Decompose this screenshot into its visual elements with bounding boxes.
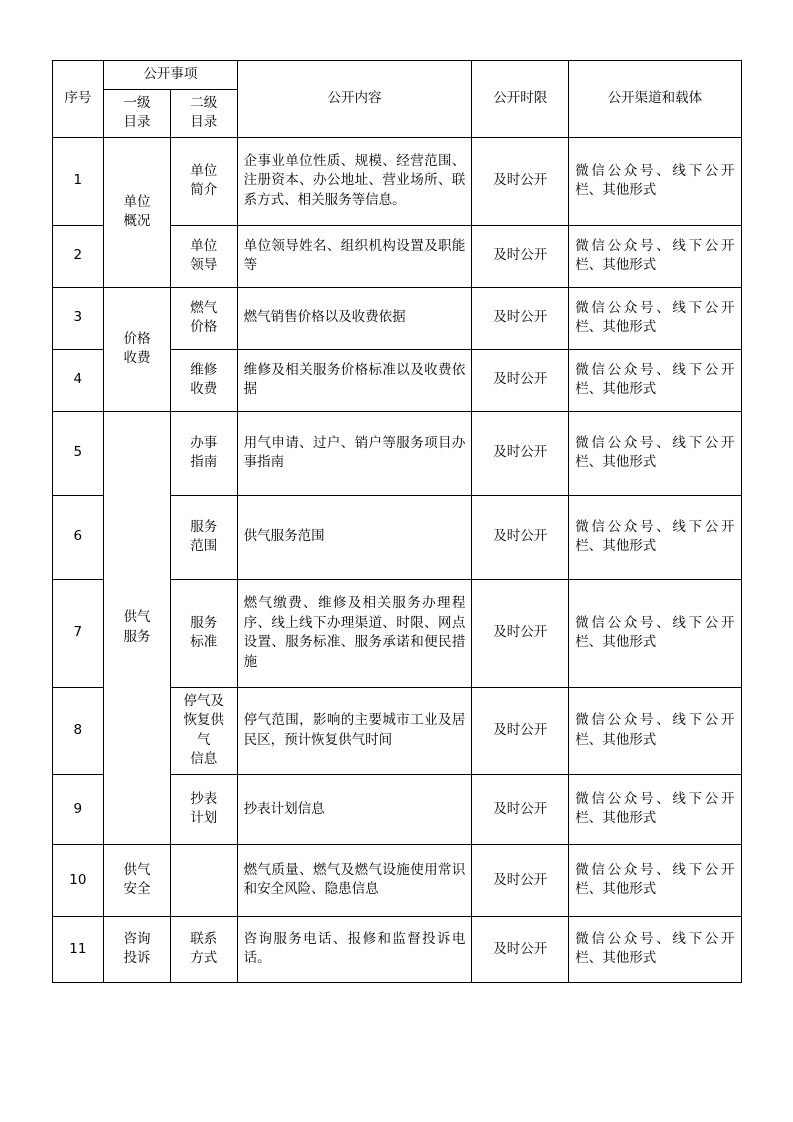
- level1-category: [104, 916, 171, 982]
- row-number: 1: [52, 137, 104, 225]
- header-level1-line1: 一级: [123, 94, 151, 111]
- level1-line: 概况: [123, 213, 151, 230]
- row-number: 5: [52, 411, 104, 495]
- header-level2: [170, 89, 237, 137]
- level2-category: [170, 225, 237, 287]
- level2-line: 恢复供气: [183, 712, 225, 748]
- level2-line: 收费: [190, 381, 218, 398]
- header-group: 公开事项: [104, 61, 237, 90]
- level2-category: [170, 687, 237, 774]
- level1-line: 投诉: [123, 950, 151, 967]
- row-number: 8: [52, 687, 104, 774]
- level1-line: 价格: [123, 330, 151, 347]
- level1-line: 咨询: [123, 930, 151, 947]
- disclosure-time-limit: 及时公开: [472, 137, 569, 225]
- row-number: 7: [52, 579, 104, 687]
- row-number: 3: [52, 287, 104, 349]
- header-level2-line1: 二级: [190, 94, 218, 111]
- disclosure-content: 燃气质量、燃气及燃气设施使用常识和安全风险、隐患信息: [237, 844, 472, 916]
- level1-line: 服务: [123, 628, 151, 645]
- disclosure-content: 燃气缴费、维修及相关服务办理程序、线上线下办理渠道、时限、网点设置、服务标准、服务承诺和便民措施: [237, 579, 472, 687]
- header-channel: 公开渠道和载体: [569, 61, 741, 138]
- disclosure-channel: 微信公众号、线下公开栏、其他形式: [569, 287, 741, 349]
- disclosure-channel: 微信公众号、线下公开栏、其他形式: [569, 774, 741, 844]
- level2-category: [170, 137, 237, 225]
- level2-line: 信息: [190, 751, 218, 768]
- row-number: 11: [52, 916, 104, 982]
- disclosure-channel: 微信公众号、线下公开栏、其他形式: [569, 137, 741, 225]
- disclosure-time-limit: 及时公开: [472, 495, 569, 579]
- level2-line: 燃气: [190, 299, 218, 316]
- disclosure-content: 单位领导姓名、组织机构设置及职能等: [237, 225, 472, 287]
- row-number: 4: [52, 349, 104, 411]
- header-level2-line2: 目录: [190, 114, 218, 131]
- level1-category: [104, 287, 171, 411]
- row-number: 2: [52, 225, 104, 287]
- level2-line: 领导: [190, 257, 218, 274]
- level2-line: 服务: [190, 614, 218, 631]
- header-content: 公开内容: [237, 61, 472, 138]
- level1-category: [104, 411, 171, 844]
- header-row-1: [52, 61, 741, 90]
- header-no: 序号: [52, 61, 104, 138]
- level2-line: 停气及: [183, 692, 225, 709]
- level2-line: 联系: [190, 930, 218, 947]
- disclosure-time-limit: 及时公开: [472, 349, 569, 411]
- disclosure-channel: 微信公众号、线下公开栏、其他形式: [569, 844, 741, 916]
- table-header: [52, 61, 741, 138]
- level2-category: [170, 916, 237, 982]
- level2-line: 单位: [190, 162, 218, 179]
- table-body: [52, 137, 741, 982]
- disclosure-time-limit: 及时公开: [472, 774, 569, 844]
- table-row: [52, 411, 741, 495]
- disclosure-content: 用气申请、过户、销户等服务项目办事指南: [237, 411, 472, 495]
- disclosure-time-limit: 及时公开: [472, 287, 569, 349]
- level2-line: 抄表: [190, 790, 218, 807]
- level2-line: 简介: [190, 182, 218, 199]
- level2-category: [170, 844, 237, 916]
- disclosure-channel: 微信公众号、线下公开栏、其他形式: [569, 225, 741, 287]
- level1-line: 安全: [123, 881, 151, 898]
- disclosure-content: 咨询服务电话、报修和监督投诉电话。: [237, 916, 472, 982]
- level1-category: [104, 844, 171, 916]
- level2-line: 范围: [190, 538, 218, 555]
- header-level1: [104, 89, 171, 137]
- disclosure-content: 企事业单位性质、规模、经营范围、注册资本、办公地址、营业场所、联系方式、相关服务等信息。: [237, 137, 472, 225]
- table-row: [52, 287, 741, 349]
- disclosure-time-limit: 及时公开: [472, 844, 569, 916]
- level1-line: 供气: [123, 861, 151, 878]
- disclosure-channel: 微信公众号、线下公开栏、其他形式: [569, 349, 741, 411]
- level2-line: 服务: [190, 518, 218, 535]
- level2-line: 单位: [190, 237, 218, 254]
- disclosure-channel: 微信公众号、线下公开栏、其他形式: [569, 916, 741, 982]
- level2-line: 标准: [190, 634, 218, 651]
- row-number: 10: [52, 844, 104, 916]
- disclosure-content: 供气服务范围: [237, 495, 472, 579]
- level1-line: 供气: [123, 609, 151, 626]
- row-number: 9: [52, 774, 104, 844]
- disclosure-time-limit: 及时公开: [472, 687, 569, 774]
- disclosure-channel: 微信公众号、线下公开栏、其他形式: [569, 495, 741, 579]
- level2-category: [170, 287, 237, 349]
- table-row: [52, 137, 741, 225]
- disclosure-time-limit: 及时公开: [472, 411, 569, 495]
- level1-line: 收费: [123, 350, 151, 367]
- level2-line: 计划: [190, 810, 218, 827]
- header-time-limit: 公开时限: [472, 61, 569, 138]
- disclosure-channel: 微信公众号、线下公开栏、其他形式: [569, 687, 741, 774]
- level1-category: [104, 137, 171, 287]
- header-level1-line2: 目录: [123, 114, 151, 131]
- level1-line: 单位: [123, 193, 151, 210]
- level2-line: 方式: [190, 950, 218, 967]
- level2-line: 办事: [190, 434, 218, 451]
- disclosure-time-limit: 及时公开: [472, 916, 569, 982]
- table-row: [52, 844, 741, 916]
- level2-line: 维修: [190, 361, 218, 378]
- level2-category: [170, 349, 237, 411]
- table-row: [52, 916, 741, 982]
- disclosure-channel: 微信公众号、线下公开栏、其他形式: [569, 579, 741, 687]
- disclosure-time-limit: 及时公开: [472, 225, 569, 287]
- level2-category: [170, 495, 237, 579]
- disclosure-time-limit: 及时公开: [472, 579, 569, 687]
- disclosure-channel: 微信公众号、线下公开栏、其他形式: [569, 411, 741, 495]
- row-number: 6: [52, 495, 104, 579]
- disclosure-content: 维修及相关服务价格标准以及收费依据: [237, 349, 472, 411]
- disclosure-content: 燃气销售价格以及收费依据: [237, 287, 472, 349]
- level2-category: [170, 579, 237, 687]
- level2-line: 指南: [190, 454, 218, 471]
- disclosure-content: 停气范围，影响的主要城市工业及居民区，预计恢复供气时间: [237, 687, 472, 774]
- disclosure-content: 抄表计划信息: [237, 774, 472, 844]
- disclosure-table: [52, 60, 742, 983]
- level2-category: [170, 774, 237, 844]
- level2-line: 价格: [190, 319, 218, 336]
- level2-category: [170, 411, 237, 495]
